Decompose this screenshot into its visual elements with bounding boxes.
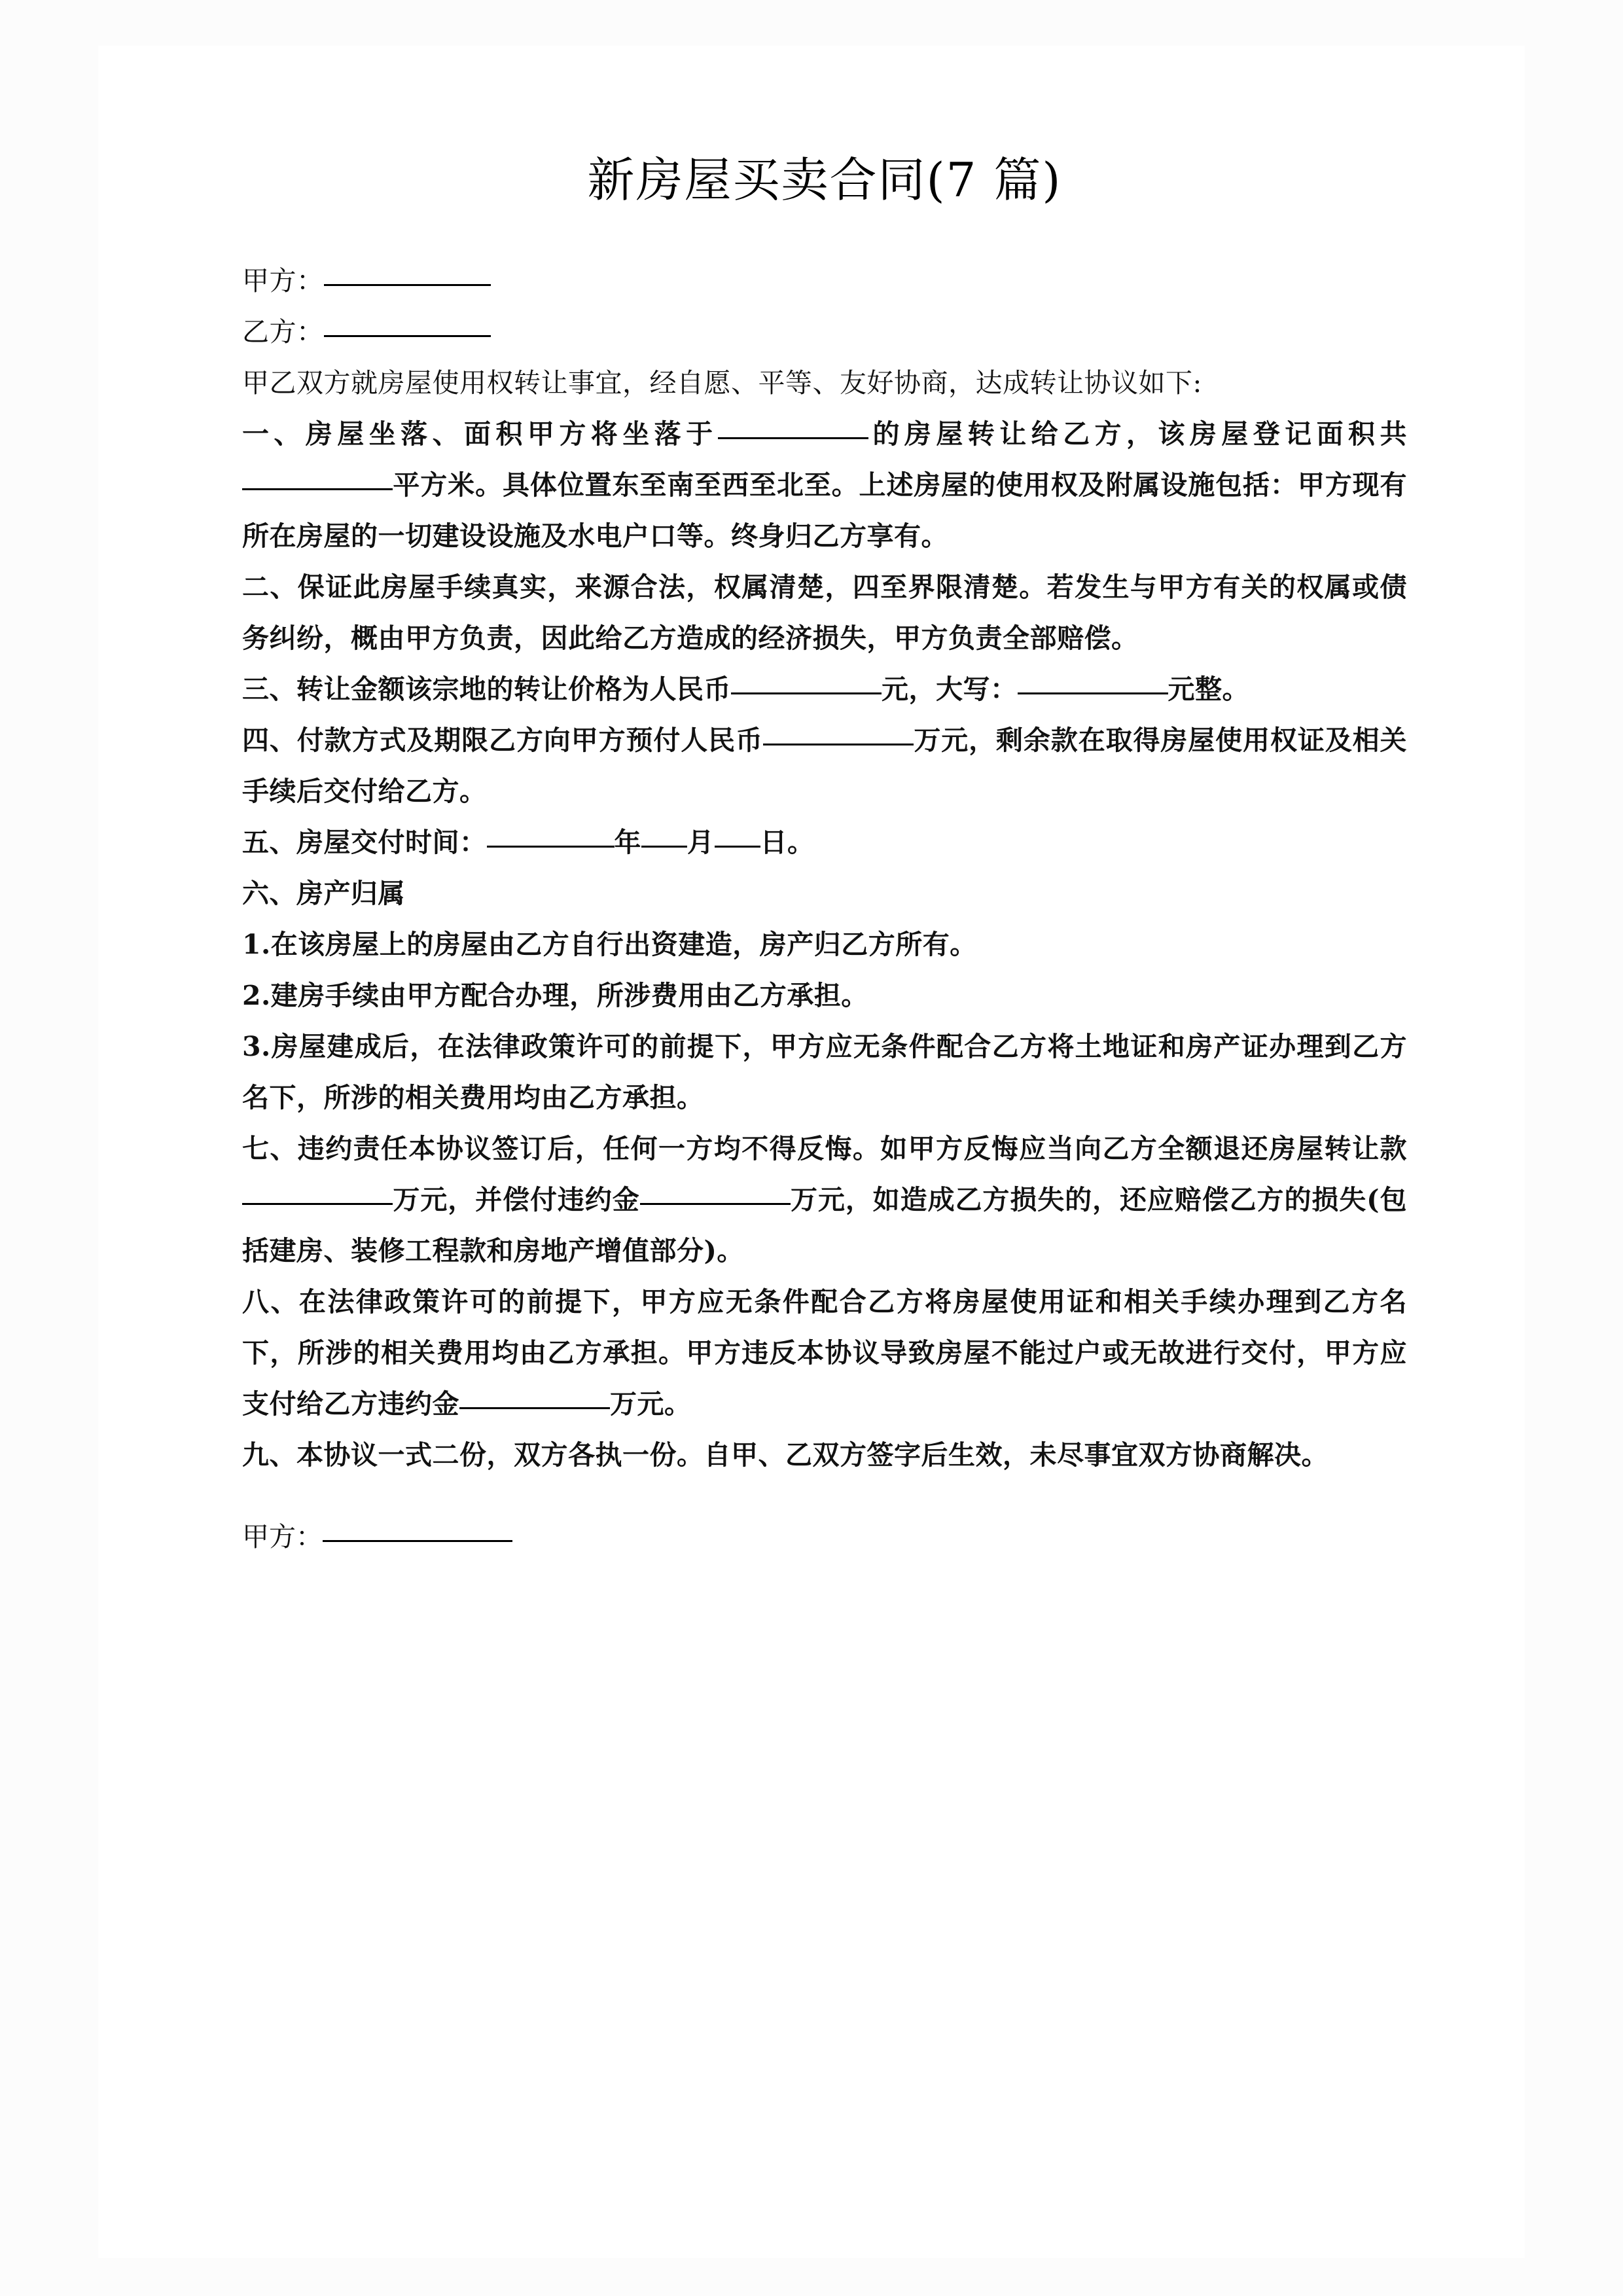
clause-3-text-c: 元整。: [1168, 673, 1249, 705]
clause-8-penalty-blank[interactable]: [459, 1407, 610, 1409]
clause-1-text-b: 的房屋转让给乙方，该房屋登记面积共: [868, 418, 1407, 450]
clause-7-text-b: 万元，并偿付违约金: [393, 1184, 640, 1215]
clause-6-item-1: 1.在该房屋上的房屋由乙方自行出资建造，房产归乙方所有。: [242, 929, 977, 960]
clause-5: [242, 817, 1407, 868]
clause-3-text-a: 三、转让金额该宗地的转让价格为人民币: [242, 673, 731, 705]
document-sheet: [98, 46, 1525, 2258]
signature-party-a-blank[interactable]: [323, 1540, 512, 1542]
clause-2: 二、保证此房屋手续真实，来源合法，权属清楚，四至界限清楚。若发生与甲方有关的权属或债务纠纷，概由甲方负责，因此给乙方造成的经济损失，甲方负责全部赔偿。: [242, 571, 1407, 654]
clause-9: 九、本协议一式二份，双方各执一份。自甲、乙双方签字后生效，未尽事宜双方协商解决。: [242, 1439, 1329, 1471]
clause-5-month-blank[interactable]: [641, 846, 687, 848]
clause-7-text-a: 七、违约责任本协议签订后，任何一方均不得反悔。如甲方反悔应当向乙方全额退还房屋转让款: [242, 1133, 1407, 1164]
clause-1-text-c: 平方米。具体位置东至南至西至北至。上述房屋的使用权及附属设施包括：甲方现有所在房屋的一切建设设施及水电户口等。终身归乙方享有。: [242, 469, 1407, 552]
clause-3: [242, 664, 1407, 715]
clause-1: [242, 408, 1407, 562]
clause-4-text-a: 四、付款方式及期限乙方向甲方预付人民币: [242, 725, 763, 756]
party-a-label: 甲方：: [242, 265, 324, 296]
clause-3-price-blank[interactable]: [731, 692, 882, 694]
clause-7: [242, 1123, 1407, 1276]
clause-8: [242, 1276, 1407, 1429]
clause-1-text-a: 一、房屋坐落、面积甲方将坐落于: [242, 418, 718, 450]
signature-party-a-label: 甲方：: [242, 1521, 323, 1552]
clause-6-item-3: 3.房屋建成后，在法律政策许可的前提下，甲方应无条件配合乙方将土地证和房产证办理到乙方名下，所涉的相关费用均由乙方承担。: [242, 1031, 1407, 1113]
clause-6-item-2: 2.建房手续由甲方配合办理，所涉费用由乙方承担。: [242, 980, 868, 1011]
clause-5-text-a: 五、房屋交付时间：: [242, 827, 487, 858]
clause-4-text-b: 万元，剩余款在取得房屋使用权证及相关手续后交付给乙方。: [242, 725, 1408, 807]
party-a-blank[interactable]: [324, 284, 491, 286]
clause-3-price-words-blank[interactable]: [1018, 692, 1168, 694]
clause-4-prepayment-blank[interactable]: [763, 744, 914, 745]
clause-8-text-a: 八、在法律政策许可的前提下，甲方应无条件配合乙方将房屋使用证和相关手续办理到乙方名下，所涉的相关费用均由乙方承担。甲方违反本协议导致房屋不能过户或无故进行交付，甲方应支付给乙方违约金: [242, 1286, 1407, 1420]
party-b-label: 乙方：: [242, 316, 324, 348]
party-b-blank[interactable]: [324, 335, 491, 337]
clause-3-text-b: 元，大写：: [882, 673, 1018, 705]
intro-paragraph: 甲乙双方就房屋使用权转让事宜，经自愿、平等、友好协商，达成转让协议如下:: [242, 367, 1202, 399]
document-content: [242, 151, 1407, 1593]
clause-6-heading: 六、房产归属: [242, 878, 405, 909]
party-b-field-line: [242, 306, 1407, 357]
clause-4: [242, 715, 1407, 817]
clause-1-location-blank[interactable]: [718, 437, 868, 439]
signature-party-a-line: [242, 1507, 1407, 1566]
clause-5-year-blank[interactable]: [487, 846, 615, 848]
clause-7-penalty-blank[interactable]: [640, 1203, 791, 1205]
clause-7-refund-blank[interactable]: [242, 1203, 393, 1205]
clause-5-text-c: 月: [687, 827, 715, 858]
page-title: 新房屋买卖合同(7 篇): [587, 152, 1062, 207]
party-a-field-line: [242, 255, 1407, 306]
clause-8-text-b: 万元。: [610, 1388, 692, 1420]
clause-5-text-d: 日。: [760, 827, 815, 858]
clause-7-text-c: 万元，如造成乙方损失的，还应赔偿乙方的损失(包括建房、装修工程款和房地产增值部分)。: [242, 1184, 1407, 1266]
clause-5-day-blank[interactable]: [715, 846, 760, 848]
clause-5-text-b: 年: [614, 827, 641, 858]
clause-1-area-blank[interactable]: [242, 488, 393, 490]
